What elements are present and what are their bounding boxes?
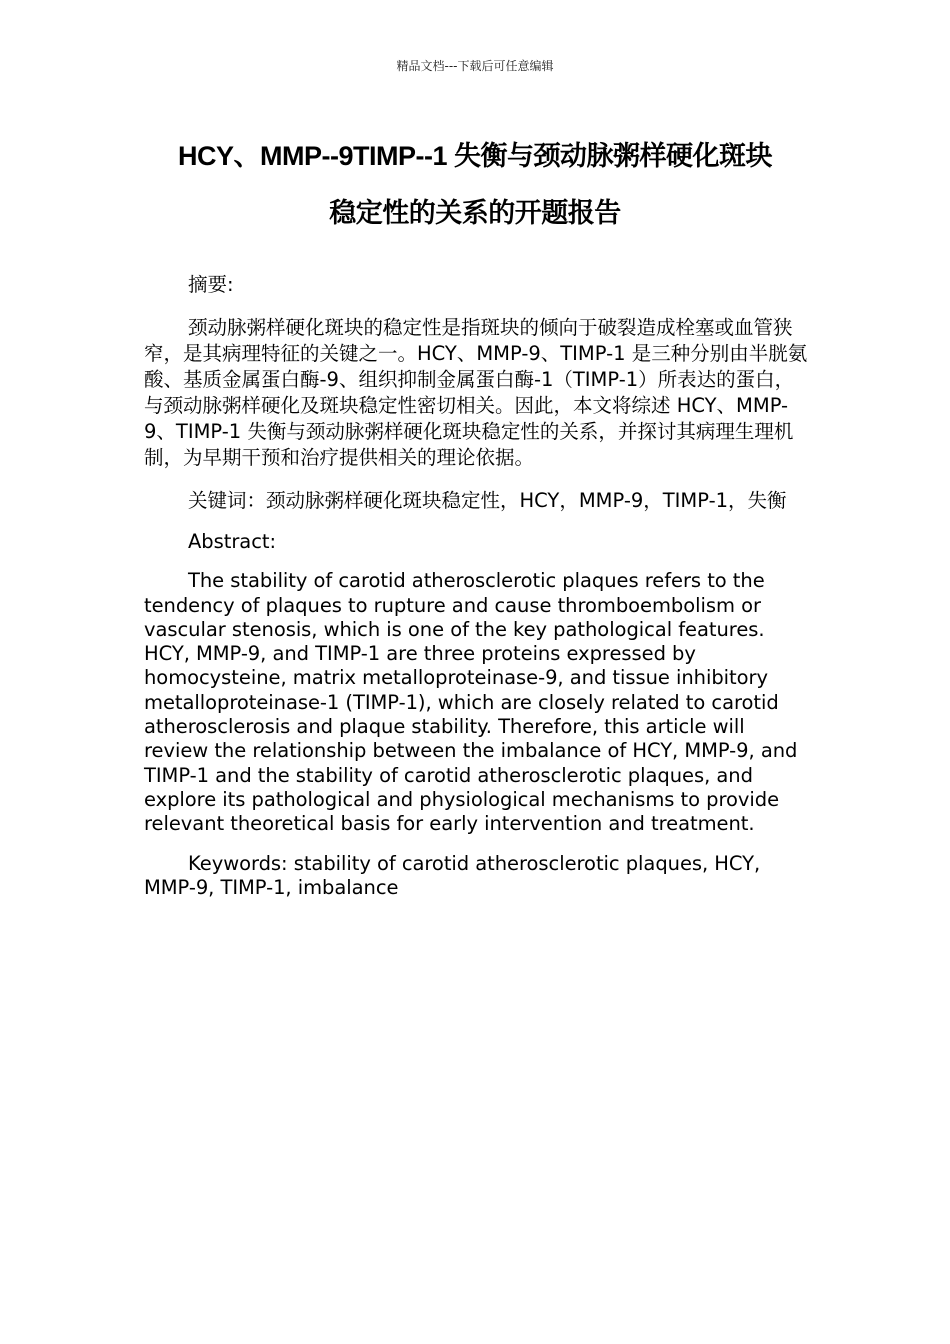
document-title-line-1: HCY、MMP--9TIMP--1 失衡与颈动脉粥样硬化斑块 bbox=[178, 141, 772, 171]
chinese-keywords: 关键词：颈动脉粥样硬化斑块稳定性，HCY，MMP-9，TIMP-1，失衡 bbox=[188, 489, 787, 512]
page-header-note: 精品文档---下载后可任意编辑 bbox=[396, 59, 554, 73]
chinese-abstract-heading: 摘要: bbox=[188, 273, 234, 296]
english-abstract-heading: Abstract: bbox=[188, 530, 276, 553]
english-keywords: Keywords: stability of carotid atherosclerotic plaques, HCY, MMP-9, TIMP-1, imbalance bbox=[144, 851, 761, 899]
document-title-line-2: 稳定性的关系的开题报告 bbox=[329, 198, 621, 228]
document-body bbox=[144, 272, 808, 900]
english-abstract-body: The stability of carotid atherosclerotic plaques refers to the tendency of plaques to rupture and cause thromboembolism or vascular stenosis, which is one of the key pathological features. HCY, MMP-9, and TIMP-1 are three proteins expressed by homocysteine, matrix metalloproteinase-9, and tissue inhibitory metalloproteinase-1 (TIMP-1), which are closely related to carotid atherosclerosis and plaque stability. Therefore, this article will review the relationship between the imbalance of HCY, MMP-9, and TIMP-1 and the stability of carotid atherosclerotic plaques, and explore its pathological and physiological mechanisms to provide relevant theoretical basis for early intervention and treatment. bbox=[144, 569, 798, 836]
chinese-abstract-body: 颈动脉粥样硬化斑块的稳定性是指斑块的倾向于破裂造成栓塞或血管狭窄，是其病理特征的关键之一。HCY、MMP-9、TIMP-1 是三种分别由半胱氨酸、基质金属蛋白酶-9、组织抑制金属蛋白酶-1（TIMP-1）所表达的蛋白，与颈动脉粥样硬化及斑块稳定性密切相关。因此，本文将综述 HCY、MMP-9、TIMP-1 失衡与颈动脉粥样硬化斑块稳定性的关系，并探讨其病理生理机制，为早期干预和治疗提供相关的理论依据。 bbox=[144, 316, 808, 469]
